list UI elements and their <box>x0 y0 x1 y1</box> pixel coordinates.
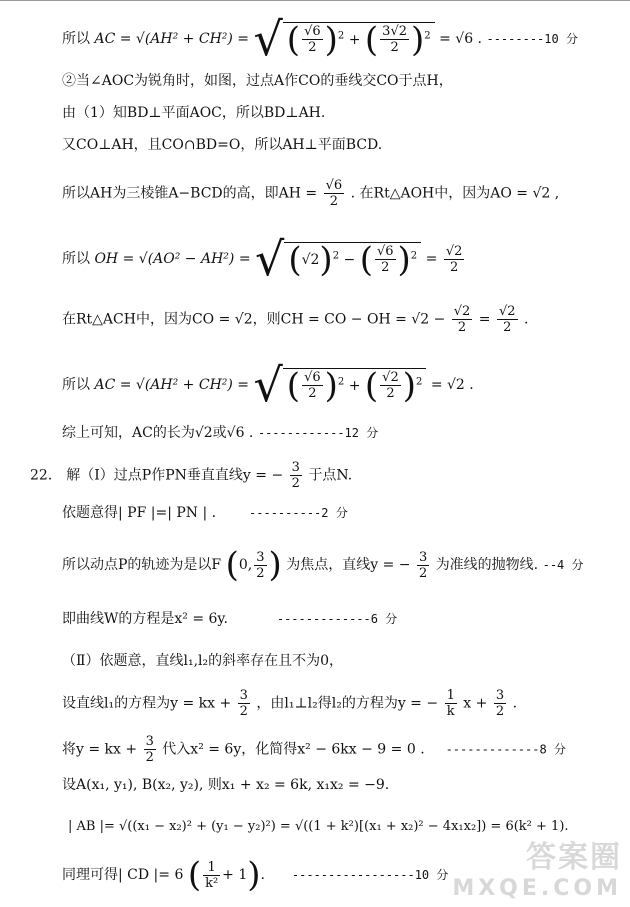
radical-icon: √ <box>255 232 285 286</box>
problem-number: 22． <box>30 467 62 484</box>
radicand: ( $\frac{√6}{2}$ )$^2$ + ( $\frac{3√2}{2}$ )$^2$ <box>283 22 435 57</box>
fraction: $\frac{3}{2}$ <box>418 549 428 581</box>
line-conclusion: 综上可知，AC的长为√2或√6 . ------------12 分 <box>62 425 379 441</box>
fraction: $\frac{√2}{2}$ <box>445 243 463 275</box>
score-mark: --4 分 <box>542 558 584 572</box>
line-l1-l2-eq: 设直线l₁的方程为y = kx + $\frac{3}{2}$ ，由l₁⊥l₂得l₂的方程为y = − $\frac{1}{k}$ x + $\frac{3}{2}$ . <box>62 688 518 719</box>
line-ch-result: 在Rt△ACH中，因为CO = √2，则CH = CO − OH = √2 − $\frac{√2}{2}$ = $\frac{√2}{2}$ . <box>62 304 529 335</box>
fraction: $\frac{3}{2}$ <box>495 688 505 719</box>
line-bd-perp: 由（1）知BD⊥平面AOC，所以BD⊥AH. <box>62 105 326 121</box>
score-mark: --------10 分 <box>486 32 578 46</box>
line-problem-22: 22． 解（Ⅰ）过点P作PN垂直直线y = − $\frac{3}{2}$ 于点N. <box>30 460 353 491</box>
watermark-bottom: MXQE.COM <box>452 876 622 901</box>
text: 所以 <box>62 31 90 47</box>
fraction: $\frac{√6}{2}$ <box>376 244 394 275</box>
line-ac-result-2: 所以 AC = √(AH² + CH²) = √ ( $\frac{√6}{2}$ )$^2$ + ( $\frac{√2}{2}$ )$^2$ = √2 . <box>62 358 474 412</box>
fraction: $\frac{3}{2}$ <box>291 460 300 491</box>
watermark-top: 答案圈 <box>526 840 622 875</box>
radicand: ( $\frac{√6}{2}$ )$^2$ + ( $\frac{√2}{2}$ )$^2$ <box>283 368 427 403</box>
line-oh-result: 所以 OH = √(AO² − AH²) = √ $(√2)^2$ − ( $\frac{√6}{2}$ )$^2$ = $\frac{√2}{2}$ <box>62 232 463 286</box>
fraction: $\frac{3}{2}$ <box>239 688 248 719</box>
score-mark: ----------2 分 <box>249 506 348 520</box>
line-co-perp: 又CO⊥AH，且CO∩BD=O，所以AH⊥平面BCD. <box>62 137 383 153</box>
line-curve-w: 即曲线W的方程是x² = 6y. -------------6 分 <box>62 611 398 627</box>
fraction: $\frac{3}{2}$ <box>256 549 265 581</box>
line-substitute: 将y = kx + $\frac{3}{2}$ 代入x² = 6y，化简得x² − 6kx − 9 = 0 . -------------8 分 <box>62 734 566 765</box>
score-mark: -----------------10 分 <box>291 868 449 882</box>
fraction: $\frac{√2}{2}$ <box>498 304 516 335</box>
score-mark: -------------6 分 <box>276 612 398 626</box>
result: = √6 . <box>439 31 483 47</box>
fraction: $\frac{√6}{2}$ <box>304 370 321 401</box>
fraction: $\frac{3√2}{2}$ <box>382 24 407 55</box>
radical-icon: √ <box>253 12 283 66</box>
fraction: $\frac{√2}{2}$ <box>382 370 399 401</box>
radical-icon: √ <box>253 358 283 412</box>
fraction: $\frac{3}{2}$ <box>145 734 154 765</box>
watermark-logo <box>452 832 622 901</box>
radicand: $(√2)^2$ − ( $\frac{√6}{2}$ )$^2$ <box>284 242 421 277</box>
fraction: $\frac{√2}{2}$ <box>453 304 471 335</box>
line-ab-length: | AB |= √((x₁ − x₂)² + (y₁ − y₂)²) = √((1 + k²)[(x₁ + x₂)² − 4x₁x₂]) = 6(k² + 1). <box>68 819 569 834</box>
ac-formula: AC = √(AH² + CH²) = <box>94 31 250 47</box>
fraction: $\frac{√6}{2}$ <box>304 24 321 55</box>
line-pf-pn: 依题意得| PF |=| PN | . ----------2 分 <box>62 505 348 521</box>
line-cd-length: 同理可得| CD |= 6 ( $\frac{1}{\text{k²}}$ + 1). -----------------10 分 <box>62 855 449 895</box>
fraction: $\frac{1}{k}$ <box>446 688 455 719</box>
fraction: $\frac{√6}{2}$ <box>325 178 343 209</box>
line-case-2: ②当∠AOC为锐角时，如图，过点A作CO的垂线交CO于点H， <box>62 73 453 89</box>
line-parabola: 所以动点P的轨迹为是以F (0, $\frac{3}{2}$ ) 为焦点，直线y = − $\frac{3}{2}$ 为准线的抛物线. --4 分 <box>62 545 584 585</box>
line-ac-result-1 <box>62 12 578 66</box>
fraction: $\frac{1}{\text{k²}}$ <box>205 859 219 891</box>
score-mark: -------------8 分 <box>445 742 566 757</box>
line-height-ah: 所以AH为三棱锥A−BCD的高，即AH = $\frac{√6}{2}$ . 在Rt△AOH中，因为AO = √2 , <box>62 178 560 209</box>
line-part-2: （Ⅱ）依题意，直线l₁,l₂的斜率存在且不为0， <box>62 653 344 669</box>
score-mark: ------------12 分 <box>257 426 379 440</box>
line-vieta: 设A(x₁, y₁), B(x₂, y₂), 则x₁ + x₂ = 6k, x₁x₂ = −9. <box>62 777 390 793</box>
page-top-border <box>0 0 630 3</box>
